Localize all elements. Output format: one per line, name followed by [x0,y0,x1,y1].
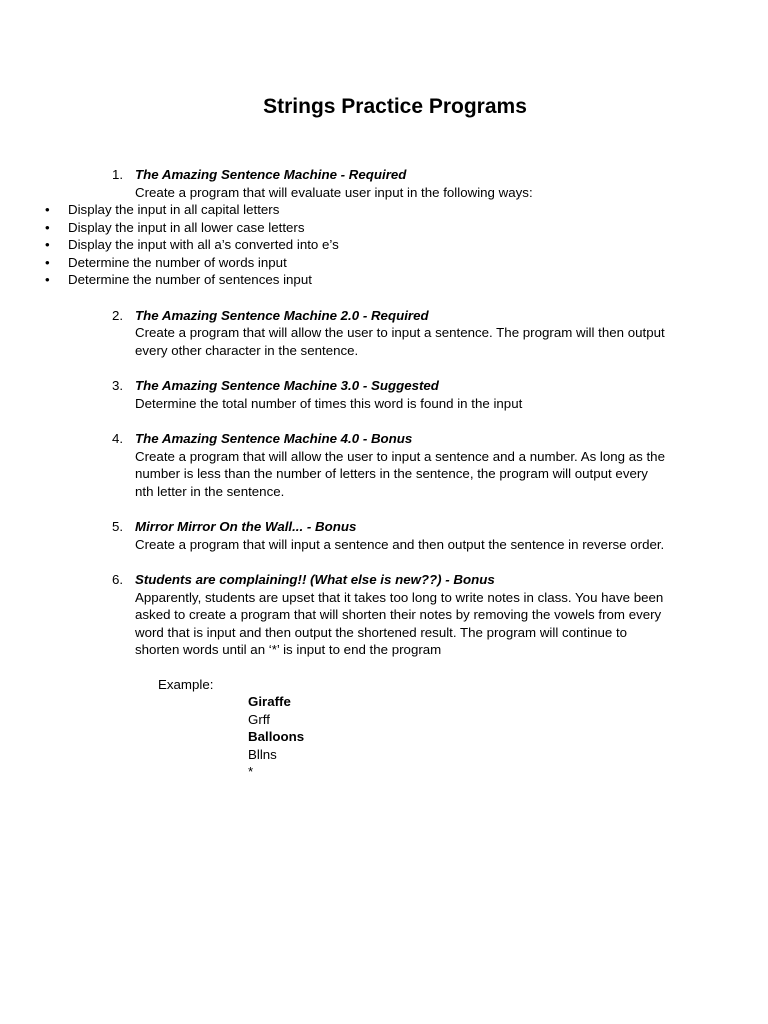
problem-number: 5. [112,519,124,534]
problem-heading: The Amazing Sentence Machine 2.0 - Required [135,307,429,323]
problem-text: Create a program that will input a sentence and then output the sentence in reverse order. [135,536,665,552]
example-output: Grff [248,711,270,727]
problem-1 [0,166,768,289]
problem-number: 3. [112,378,124,393]
bullet-icon: • [45,254,50,270]
bullet-icon: • [45,202,50,217]
problem-heading: The Amazing Sentence Machine 4.0 - Bonus [135,431,413,446]
example-block [135,676,665,781]
problem-number: 4. [112,431,124,446]
problem-heading: The Amazing Sentence Machine - Required [135,167,407,182]
list-item: • Display the input in all capital letters [45,202,280,217]
problem-heading: Students are complaining!! (What else is new??) - Bonus [135,572,495,587]
problem-number: 2. [112,307,124,323]
problem-heading: The Amazing Sentence Machine 3.0 - Suggested [135,378,439,393]
bullet-icon: • [45,219,50,235]
problem-5 [0,518,768,553]
problem-6 [0,571,768,781]
problem-list [0,166,768,799]
list-item: • Display the input in all lower case letters [45,219,305,235]
requirement-list [0,201,633,289]
problem-text: Create a program that will allow the user to input a sentence. The program will then output every other character in the sentence. [135,325,665,358]
problem-number: 1. [112,167,124,182]
list-item: • Display the input with all a’s converted into e’s [45,237,339,252]
example-output: Bllns [248,746,277,762]
list-item: • Determine the number of sentences input [45,272,312,287]
problem-3 [0,377,768,412]
problem-text: Apparently, students are upset that it takes too long to write notes in class. You have been asked to create a program that will shorten their notes by removing the vowels from every word that is input and then output the shortened result. The program will continue to shorten words until an ‘*’ is input to end the program [135,589,664,657]
example-input: Giraffe [248,694,291,709]
example-terminator: * [248,764,254,779]
bullet-icon: • [45,237,50,252]
problem-text: Create a program that will evaluate user input in the following ways: [135,184,533,200]
bullet-icon: • [45,272,50,287]
list-item: • Determine the number of words input [45,254,287,270]
page-title: Strings Practice Programs [263,95,527,118]
example-input: Balloons [248,729,305,744]
problem-heading: Mirror Mirror On the Wall... - Bonus [135,519,357,534]
problem-4 [0,430,768,500]
problem-text: Determine the total number of times this word is found in the input [135,395,523,411]
problem-text: Create a program that will allow the user to input a sentence and a number. As long as the number is less than the number of letters in the sentence, the program will output every nth letter in the sentence. [135,448,665,499]
problem-2 [0,307,768,360]
problem-number: 6. [112,572,124,587]
example-lines [248,693,665,781]
example-label: Example: [158,676,214,692]
